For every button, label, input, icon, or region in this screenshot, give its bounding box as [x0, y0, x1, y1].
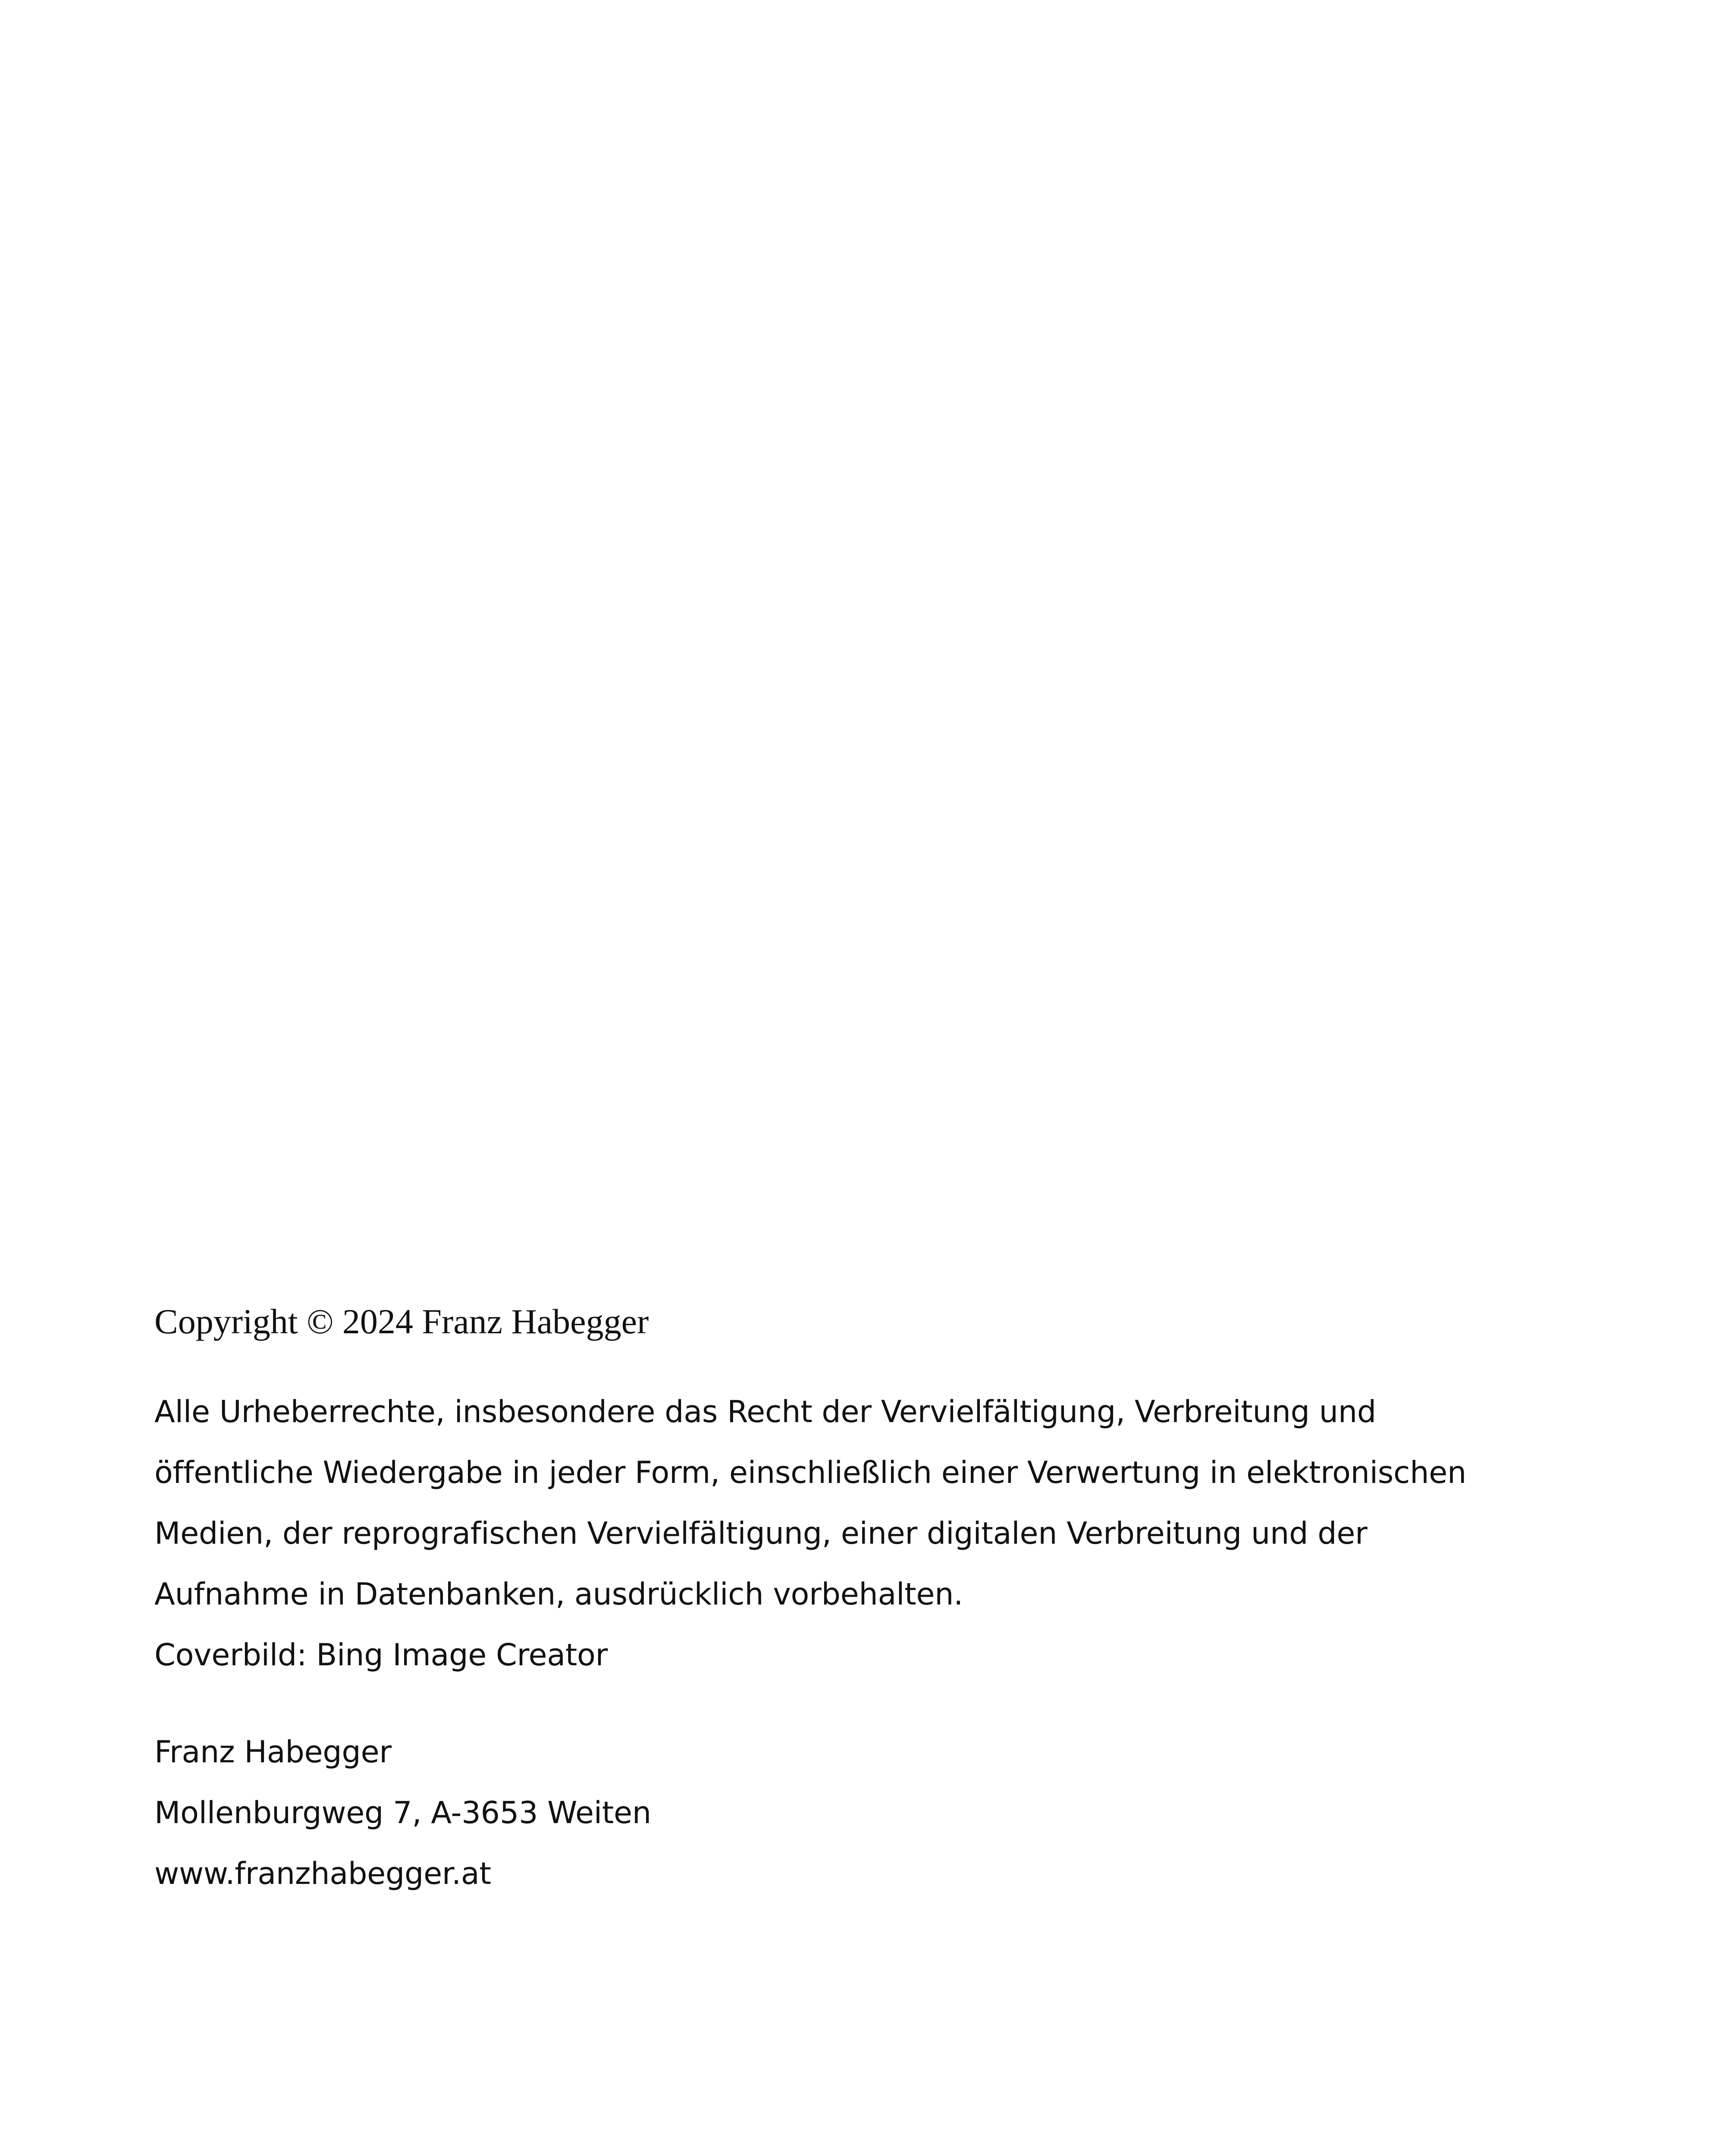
- cover-credit: Coverbild: Bing Image Creator: [154, 1637, 608, 1673]
- publisher-website-link[interactable]: www.franzhabegger.at: [154, 1856, 491, 1891]
- publisher-address-block: [154, 1722, 1578, 1904]
- publisher-address: Mollenburgweg 7, A-3653 Weiten: [154, 1795, 651, 1830]
- copyright-notice: Copyright © 2024 Franz Habegger: [154, 1302, 649, 1341]
- rights-line: Aufnahme in Datenbanken, ausdrücklich vorbehalten.: [154, 1576, 963, 1612]
- imprint-block: [154, 1298, 1578, 1904]
- rights-line: öffentliche Wiedergabe in jeder Form, einschließlich einer Verwertung in elektronischen: [154, 1455, 1466, 1490]
- rights-line: Medien, der reprografischen Vervielfältigung, einer digitalen Verbreitung und der: [154, 1516, 1368, 1551]
- publisher-name: Franz Habegger: [154, 1734, 392, 1770]
- rights-line: Alle Urheberrechte, insbesondere das Recht der Vervielfältigung, Verbreitung und: [154, 1394, 1376, 1429]
- rights-statement: [154, 1382, 1578, 1686]
